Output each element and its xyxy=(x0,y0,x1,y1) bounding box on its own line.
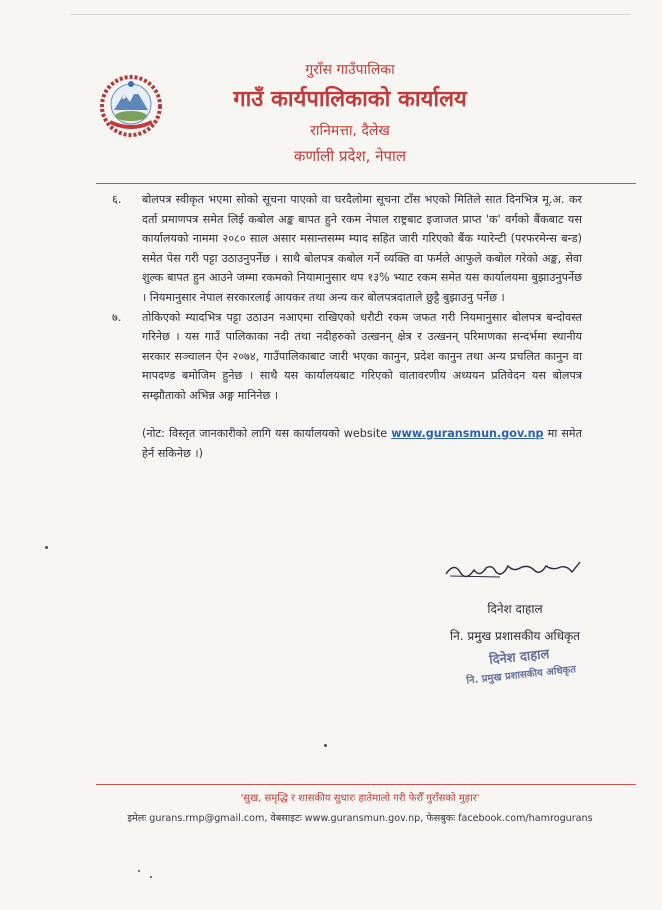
clause-text: तोकिएको म्यादभित्र पट्टा उठाउन नआएमा राखिएको धरौटी रकम जफत गरी नियमानुसार बोलपत्र बन्दोवस्त गरिनेछ । यस गाउँ पालिकाका नदी तथा नदीहरुको उत्खनन् क्षेत्र र उत्खनन् परिमाणका सन्दर्भमा स्थानीय सरकार सञ्चालन ऐन २०७४, गाउँपालिकाबाट जारी भएका कानुन, प्रदेश कानुन तथा अन्य प्रचलित कानुन वा मापदण्ड बमोजिम हुनेछ । साथै यस कार्यालयबाट गरिएको वातावरणीय अध्ययन प्रतिवेदन यस बोलपत्र सम्झौताको अभिन्न अङ्ग मानिनेछ । xyxy=(142,310,582,402)
letter-body xyxy=(112,190,582,464)
signature-block xyxy=(420,556,610,644)
clause-number: ७. xyxy=(112,310,122,324)
signatory-name: दिनेश दाहाल xyxy=(487,602,543,616)
scan-edge-line xyxy=(70,14,630,15)
office-title: गाउँ कार्यपालिकाको कार्यालय xyxy=(233,87,467,112)
clause-item xyxy=(112,308,582,406)
scan-speck xyxy=(324,744,327,747)
province-line: कर्णाली प्रदेश, नेपाल xyxy=(293,147,407,165)
scan-speck xyxy=(45,546,48,549)
note-paragraph xyxy=(112,424,582,464)
scan-speck xyxy=(138,870,140,872)
handwritten-signature-icon xyxy=(440,556,590,586)
clause-text: बोलपत्र स्वीकृत भएमा सोको सूचना पाएको वा घरदैलोमा सूचना टाँस भएको मितिले सात दिनभित्र मू.अ. कर दर्ता प्रमाणपत्र समेत लिई कबोल अङ्क बापत हुने रकम नेपाल राष्ट्रबाट इजाजत प्राप्त 'क' वर्गको बैंकबाट यस कार्यालयको नाममा २०८० साल असार मसान्तसम्म म्याद सहित जारी गरिएको बैंक ग्यारेन्टी (परफरमेन्स बन्ड) समेत पेस गरी पट्टा उठाउनुपर्नेछ । साथै बोलपत्र कबोल गर्ने व्यक्ति वा फर्मले आफुले कबोल गरेको अङ्क, सेवा शुल्क बापत हुन आउने जम्मा रकमको नियामानुसार थप १३% भ्याट रकम समेत यस कार्यालयमा बुझाउनुपर्नेछ । नियमानुसार नेपाल सरकारलाई आयकर तथा अन्य कर बोलपत्रदाताले छुट्टै बुझाउनु पर्नेछ । xyxy=(142,193,582,304)
note-suffix: मा समेत हेर्न सकिनेछ ।) xyxy=(142,426,582,460)
scan-speck xyxy=(150,876,152,878)
header-divider xyxy=(96,183,636,184)
official-stamp xyxy=(454,640,587,687)
note-prefix: (नोट: विस्तृत जानकारीको लागि यस कार्यालयको website xyxy=(142,426,388,440)
letter-footer xyxy=(80,790,640,824)
website-link[interactable]: www.guransmun.gov.np xyxy=(391,426,544,440)
clause-number: ६. xyxy=(112,193,122,206)
letterhead xyxy=(150,60,550,166)
footer-contact: इमेलः gurans.rmp@gmail.com, वेबसाइटः www.guransmun.gov.np, फेसबुकः facebook.com/hamrogurans xyxy=(127,813,593,824)
stamp-title: नि. प्रमुख प्रशासकीय अधिकृत xyxy=(465,664,577,687)
clause-item xyxy=(112,190,582,308)
signatory-title: नि. प्रमुख प्रशासकीय अधिकृत xyxy=(449,629,581,643)
stamp-name: दिनेश दाहाल xyxy=(488,646,551,669)
footer-divider xyxy=(96,784,636,785)
municipality-name: गुराँस गाउँपालिका xyxy=(305,62,395,78)
footer-slogan: 'सुख, समृद्धि र शासकीय सुधारः हातेमालो गरी फेरौँ गुराँसको मुहार' xyxy=(240,793,480,804)
office-location: रानिमत्ता, दैलेख xyxy=(310,123,390,139)
